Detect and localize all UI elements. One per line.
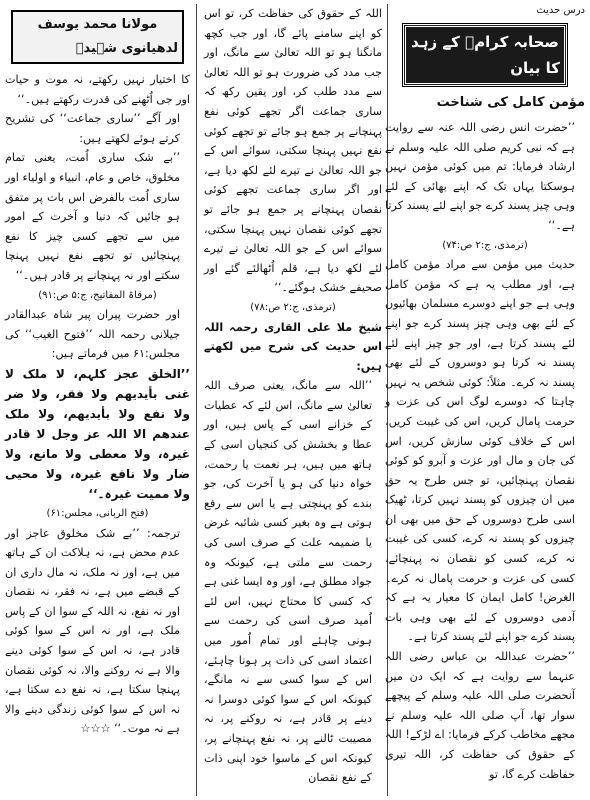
- paragraph: اور آگے ’’ساری جماعت‘‘ کی تشریح کرتے ہوئے لکھتے ہیں:: [5, 112, 180, 145]
- column-left: [5, 0, 190, 800]
- reference: (ترمذی، ج:۲ ص:۷۸): [250, 301, 336, 313]
- column-middle: [204, 0, 382, 800]
- hadith-paragraph: ’’حضرت انس رضی اللہ عنہ سے روایت ہے کہ نبی کریم صلی اللہ علیہ وسلم نے ارشاد فرمایا: تم میں کوئی مؤمن نہیں ہوسکتا یہاں تک کہ اپنے بھائی کے لئے وہی چیز پسند کرے جو اپنے لئے پسند کرتا ہے۔‘‘: [385, 121, 575, 232]
- reference: (فتح الربانی، مجلس:۶۱): [46, 507, 149, 519]
- quote-paragraph: ’’اللہ سے مانگ، یعنی صرف اللہ تعالیٰ سے مانگ، اس لئے کہ عطیات کے خزانے اسی کے پاس ہیں، اور عطا و بخشش کی کنجیاں اسی کے ہاتھ میں ہیں، ہر نعمت یا رحمت، خواہ دنیا کی ہو یا آخرت کی، جو بندے کو پہنچتی ہے یا اس سے رفع ہوتی ہے وہ بغیر کسی شائبہ غرض یا ضمیمہ علت کے صرف اسی کی رحمت سے ملتی ہے، کیونکہ وہ جواد مطلق ہے، اور وہ ایسا غنی ہے کہ کسی کا محتاج نہیں، اس لئے اُمید صرف اسی کی رحمت سے ہونی چاہئے اور تمام اُمور میں اعتماد اسی کی ذات پر ہونا چاہئے، اس کے سوا کسی سے نہ مانگے، کیونکہ اس کے سوا کوئی دوسرا نہ دینے پر قادر ہے، نہ روکنے پر، نہ مصیبت ٹالنے پر، نہ نفع پہنچانے پر، کیونکہ اس کے ماسوا خود اپنی ذات کے نفع نقصان: [204, 379, 372, 785]
- hadith-continuation: اللہ کے حقوق کی حفاظت کر، تو اس کو اپنے سامنے پائے گا، اور جب کچھ مانگنا ہو تو اللہ تعالیٰ سے مانگ، اور جب مدد کی ضرورت ہو تو اللہ تعالیٰ سے مدد طلب کر، اور یقین رکھ کہ ساری جماعت اگر تجھے کوئی نفع پہنچانے پر جمع ہو جائے تو تجھے کوئی نفع نہیں پہنچا سکتی، سوائے اس کے جو اللہ تعالیٰ نے تیرے لئے لکھ دیا ہے، اور اگر ساری جماعت تجھے کوئی نقصان پہنچانے پر جمع ہو جائے تو تجھے کوئی نقصان نہیں پہنچا سکتی، سوائے اس کے جو اللہ تعالیٰ نے تیرے لئے لکھ دیا ہے، قلم اُٹھالئے گئے اور صحیفے خشک ہوگئے۔‘‘: [204, 7, 382, 295]
- section-label: درس حدیث: [536, 5, 585, 16]
- paragraph: کا اختیار نہیں رکھتے، نہ موت و حیات اور جی اُٹھنے کی قدرت رکھتے ہیں۔‘‘: [5, 73, 190, 106]
- reference: (ترمذی، ج:۲ ص:۷۴): [442, 239, 528, 251]
- hadith-paragraph: ’’حضرت عبداللہ بن عباس رضی اللہ عنہما سے روایت ہے کہ ایک دن میں آنحضرت صلی اللہ علیہ وسلم کے پیچھے سوار تھا، آپ صلی اللہ علیہ وسلم نے مجھے مخاطب کرکے فرمایا: اے لڑکے! اللہ کے حقوق کی حفاظت کر، اللہ تیری حفاظت کرے گا، تو: [385, 650, 575, 781]
- column-right: [385, 0, 585, 800]
- paragraph: اور حضرت پیران پیر شاہ عبدالقادر جیلانی رحمہ اللہ ’’فتوح الغیب‘‘ کی مجلس:۶۱ میں فرماتے ہیں:: [5, 308, 180, 361]
- commentary-intro: شیخ ملا علی القاری رحمہ اللہ اس حدیث کی شرح میں لکھتے ہیں:: [204, 320, 382, 373]
- quote-paragraph: ’’بے شک ساری اُمت، یعنی تمام مخلوق، خاص و عام، انبیاء و اولیاء اور ساری اُمت بالفرض اس بات پر متفق ہو جائیں کہ دنیا و آخرت کے امور میں سے تجھے کسی چیز کا نفع پہنچائیں تو تجھے نفع نہیں پہنچا سکتے اور نہ پہنچانے پر قادر ہیں۔‘‘: [5, 151, 180, 282]
- reference: (مرقاۃ المفاتیح، ج:۵ ص:۹۱): [38, 289, 157, 301]
- author-name: مولانا محمد یوسف لدھیانوی شہیدؒ: [11, 10, 184, 64]
- article-title: صحابہ کرامؓ کے زہد کا بیان: [403, 24, 567, 86]
- subheading: مؤمن کامل کی شناخت: [436, 95, 585, 110]
- column-divider: [196, 4, 197, 796]
- arabic-quote: ’’الخلق عجز کلہم، لا ملک لا غنی بأیدیھم ولا فقر، ولا ضر ولا نفع ولا بأیدیھم، ولا ملک عندھم الا اللہ عز وجل لا قادر غیرہ، ولا معطی ولا مانع، ولا ضار ولا نافع غیرہ، ولا محیی ولا ممیت غیرہ۔‘‘: [5, 366, 190, 501]
- commentary-paragraph: حدیث میں مؤمن سے مراد مؤمن کامل ہے، اور مطلب یہ ہے کہ مؤمن کامل وہی ہے جو اپنے دوسرے مسلمان بھائیوں کے لئے بھی وہی چیز پسند کرے جو اپنے لئے پسند کرتا ہے، اور جو چیز اپنے لئے پسند نہ کرتا ہو دوسروں کے لئے بھی پسند نہ کرے۔ مثلاً: کوئی شخص یہ نہیں چاہتا کہ دوسرے لوگ اس کی عزت و حرمت پامال کریں، اس کی غیبت کریں، اس کے خلاف کوئی سازش کریں، اس کی جان و مال اور عزت و آبرو کو کوئی نقصان پہنچائیں، تو جس طرح یہ حق میں ان چیزوں کو پسند نہیں کرتا، ٹھیک اسی طرح دوسروں کے حق میں بھی ان چیزوں کو پسند نہ کرے، کسی کی غیبت نہ کرے، کسی کو نقصان نہ پہنچائے، کسی کی عزت و حرمت پامال نہ کرے۔ الغرض! کامل ایمان کا معیار یہ ہے کہ آدمی دوسروں کے لئے بھی وہی بات پسند کرے جو اپنے لئے پسند کرتا ہے۔: [385, 258, 575, 644]
- translation-paragraph: ترجمہ: ’’بے شک مخلوق عاجز اور عدم محض ہے، نہ ہلاکت ان کے ہاتھ میں ہے، اور نہ ملک، نہ مال داری ان کے قبضے میں ہے، نہ فقر، نہ نقصان اور نہ نفع، نہ اللہ کے سوا ان کے پاس ملک ہے، اور نہ اس کے سوا کوئی قادر ہے، نہ اس کے سوا کوئی دینے والا ہے نہ روکنے والا، نہ کوئی نقصان پہنچا سکتا ہے، نہ نفع دے سکتا ہے، نہ اس کے سوا کوئی زندگی دینے والا ہے نہ موت۔‘‘ ☆☆☆: [5, 526, 180, 736]
